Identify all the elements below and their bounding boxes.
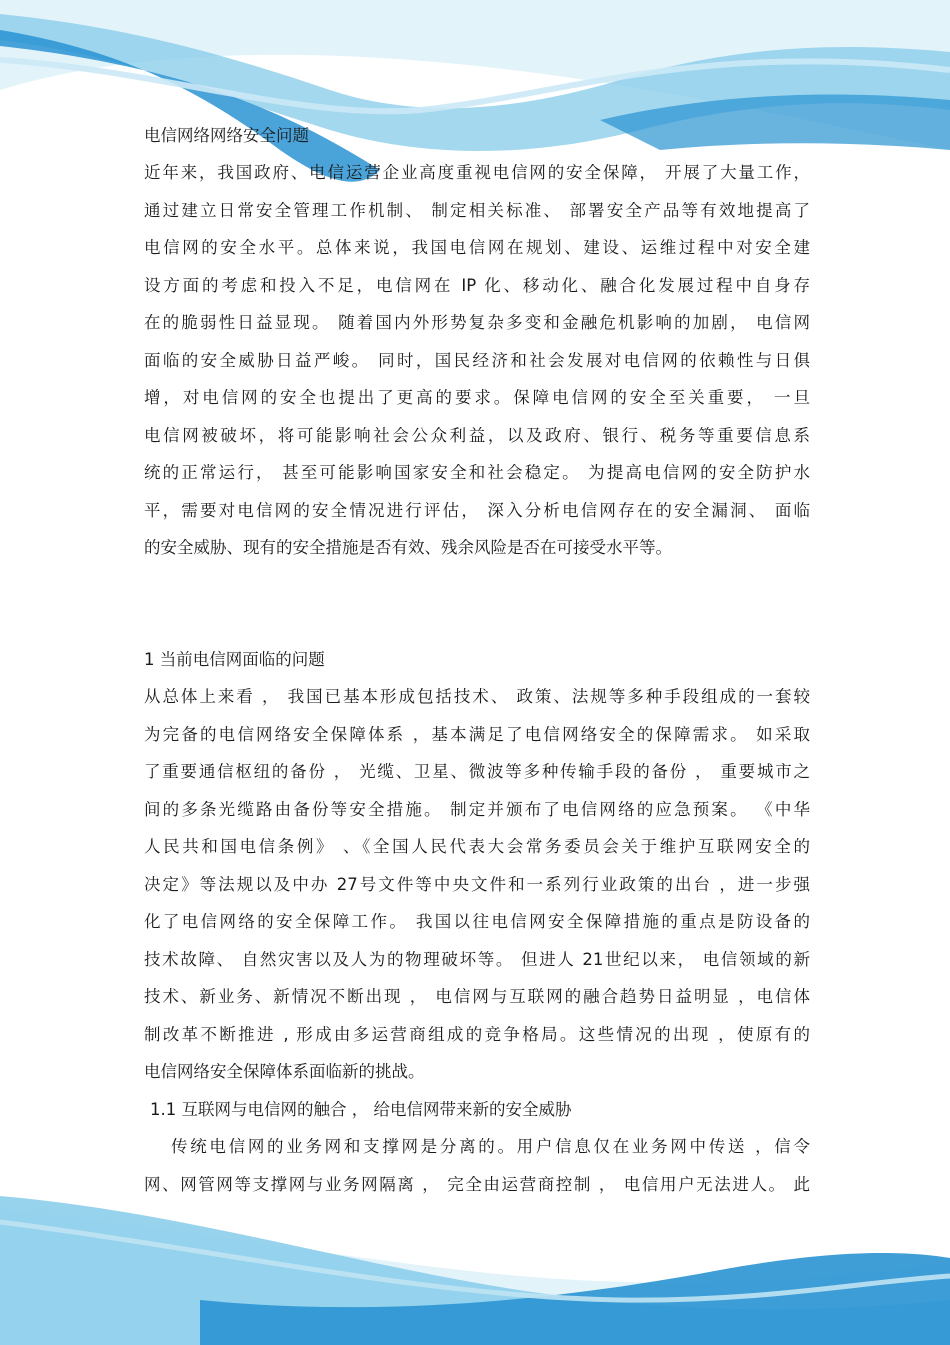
section-line: 制改革不断推进 , 形成由多运营商组成的竞争格局。这些情况的出现 ，使原有的 [144, 1025, 810, 1044]
intro-line: 电信网被破坏，将可能影响社会公众利益，以及政府、银行、税务等重要信息系 [144, 426, 810, 445]
section-line: 决定》等法规以及中办 27号文件等中央文件和一系列行业政策的出台 ，进一步强 [144, 875, 810, 894]
intro-line: 近年来，我国政府、电信运营企业高度重视电信网的安全保障， 开展了大量工作， [144, 163, 810, 182]
section-line: 了重要通信枢纽的备份 ， 光缆、卫星、微波等多种传输手段的备份 ， 重要城市之 [144, 762, 810, 781]
intro-line: 的安全威胁、现有的安全措施是否有效、残余风险是否在可接受水平等。 [144, 538, 672, 557]
document-title: 电信网络网络安全问题 [144, 126, 309, 145]
section-line: 技术故障、 自然灾害以及人为的物理破坏等。 但进人 21世纪以来， 电信领域的新 [144, 950, 810, 969]
section-line: 从总体上来看 ， 我国已基本形成包括技术、 政策、法规等多种手段组成的一套较 [144, 687, 810, 706]
intro-line: 设方面的考虑和投入不足，电信网在 IP 化、移动化、融合化发展过程中自身存 [144, 276, 810, 295]
intro-line: 面临的安全威胁日益严峻。 同时，国民经济和社会发展对电信网的依赖性与日俱 [144, 351, 810, 370]
section-line: 技术、新业务、新情况不断出现 ， 电信网与互联网的融合趋势日益明显 ，电信体 [144, 987, 810, 1006]
intro-line: 在的脆弱性日益显现。 随着国内外形势复杂多变和金融危机影响的加剧， 电信网 [144, 313, 810, 332]
section-heading: 1 当前电信网面临的问题 [144, 650, 325, 669]
intro-line: 电信网的安全水平。总体来说，我国电信网在规划、建设、运维过程中对安全建 [144, 238, 810, 257]
section-line: 为完备的电信网络安全保障体系 ，基本满足了电信网络安全的保障需求。 如采取 [144, 725, 810, 744]
section-line: 间的多条光缆路由备份等安全措施。 制定并颁布了电信网络的应急预案。 《中华 [144, 800, 810, 819]
intro-line: 平，需要对电信网的安全情况进行评估， 深入分析电信网存在的安全漏洞、 面临 [144, 501, 810, 520]
section-line: 人民共和国电信条例》 、《全国人民代表大会常务委员会关于维护互联网安全的 [144, 837, 810, 856]
subsection-line: 网、网管网等支撑网与业务网隔离 ， 完全由运营商控制 ， 电信用户无法进人。 此 [144, 1175, 810, 1194]
intro-line: 通过建立日常安全管理工作机制、 制定相关标准、 部署安全产品等有效地提高了 [144, 201, 810, 220]
section-line: 电信网络安全保障体系面临新的挑战。 [144, 1062, 425, 1081]
section-line: 化了电信网络的安全保障工作。 我国以往电信网安全保障措施的重点是防设备的 [144, 912, 810, 931]
intro-line: 统的正常运行， 甚至可能影响国家安全和社会稳定。 为提高电信网的安全防护水 [144, 463, 810, 482]
subsection-line: 传统电信网的业务网和支撑网是分离的。用户信息仅在业务网中传送 ，信令 [171, 1137, 810, 1156]
intro-line: 增，对电信网的安全也提出了更高的要求。保障电信网的安全至关重要， 一旦 [144, 388, 810, 407]
subsection-heading: 1.1 互联网与电信网的触合 ， 给电信网带来新的安全威胁 [150, 1100, 572, 1119]
